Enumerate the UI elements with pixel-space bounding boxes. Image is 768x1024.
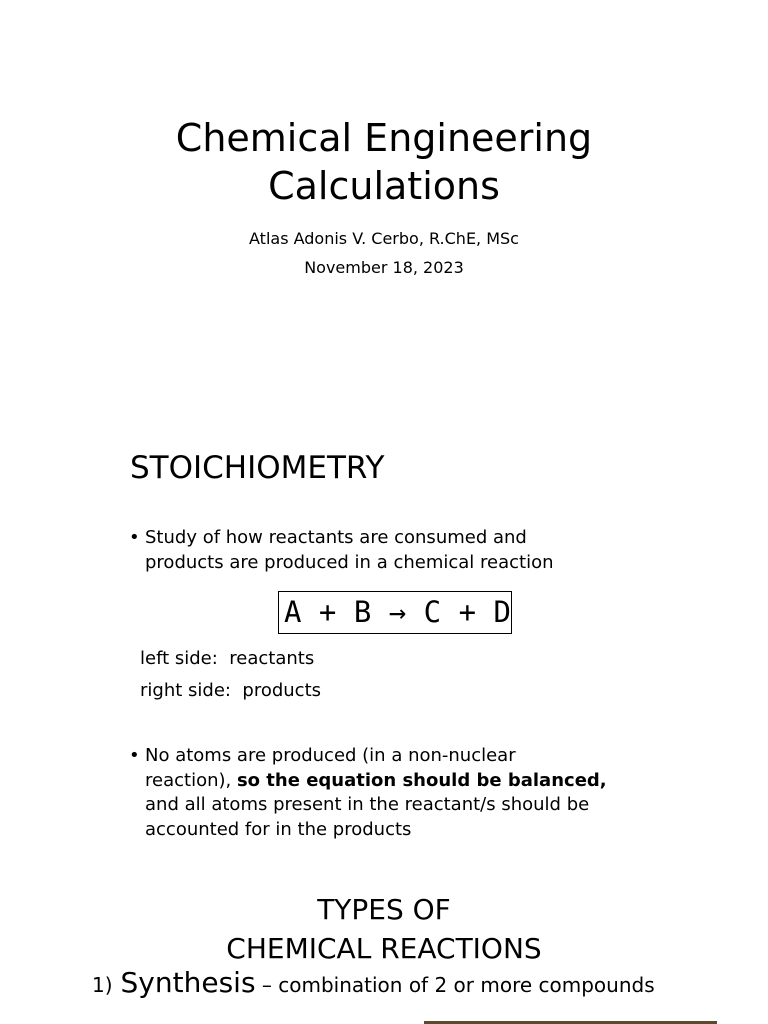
author-name: Atlas Adonis V. Cerbo, R.ChE, MSc xyxy=(249,229,519,248)
heading-line-1: TYPES OF xyxy=(317,893,451,926)
bullet-icon: • xyxy=(129,527,140,548)
bullet-definition xyxy=(129,526,649,575)
list-term: Synthesis xyxy=(120,966,256,999)
reaction-types-slide xyxy=(0,864,768,1024)
bullet-icon: • xyxy=(129,745,140,766)
title-line-1: Chemical Engineering xyxy=(175,116,593,160)
presentation-date: November 18, 2023 xyxy=(304,258,464,277)
title-line-2: Calculations xyxy=(268,164,500,208)
heading-line-2: CHEMICAL REACTIONS xyxy=(226,932,542,965)
slide-heading: STOICHIOMETRY xyxy=(130,450,385,486)
list-description: – combination of 2 or more compounds xyxy=(255,973,655,997)
bullet-line: No atoms are produced (in a non-nuclear xyxy=(145,745,516,766)
bullet-line: accounted for in the products xyxy=(145,818,412,840)
title-slide xyxy=(0,0,768,384)
stoichiometry-slide xyxy=(0,384,768,864)
bullet-balance xyxy=(129,744,649,842)
bullet-line: and all atoms present in the reactant/s should be xyxy=(145,794,590,815)
list-number: 1) xyxy=(92,973,113,997)
bullet-line: Study of how reactants are consumed and xyxy=(145,527,527,548)
list-item xyxy=(92,966,655,999)
reaction-equation: A + B → C + D xyxy=(278,591,512,634)
bullet-text xyxy=(129,744,649,842)
left-side-label: left side: reactants xyxy=(140,648,315,669)
bullet-text xyxy=(129,526,649,575)
slide-heading xyxy=(0,890,768,968)
bullet-line: reaction), xyxy=(145,769,237,791)
presentation-title xyxy=(0,114,768,210)
bullet-emphasis: so the equation should be balanced, xyxy=(236,769,607,791)
bullet-line: products are produced in a chemical reaction xyxy=(145,551,554,573)
right-side-label: right side: products xyxy=(140,680,322,701)
